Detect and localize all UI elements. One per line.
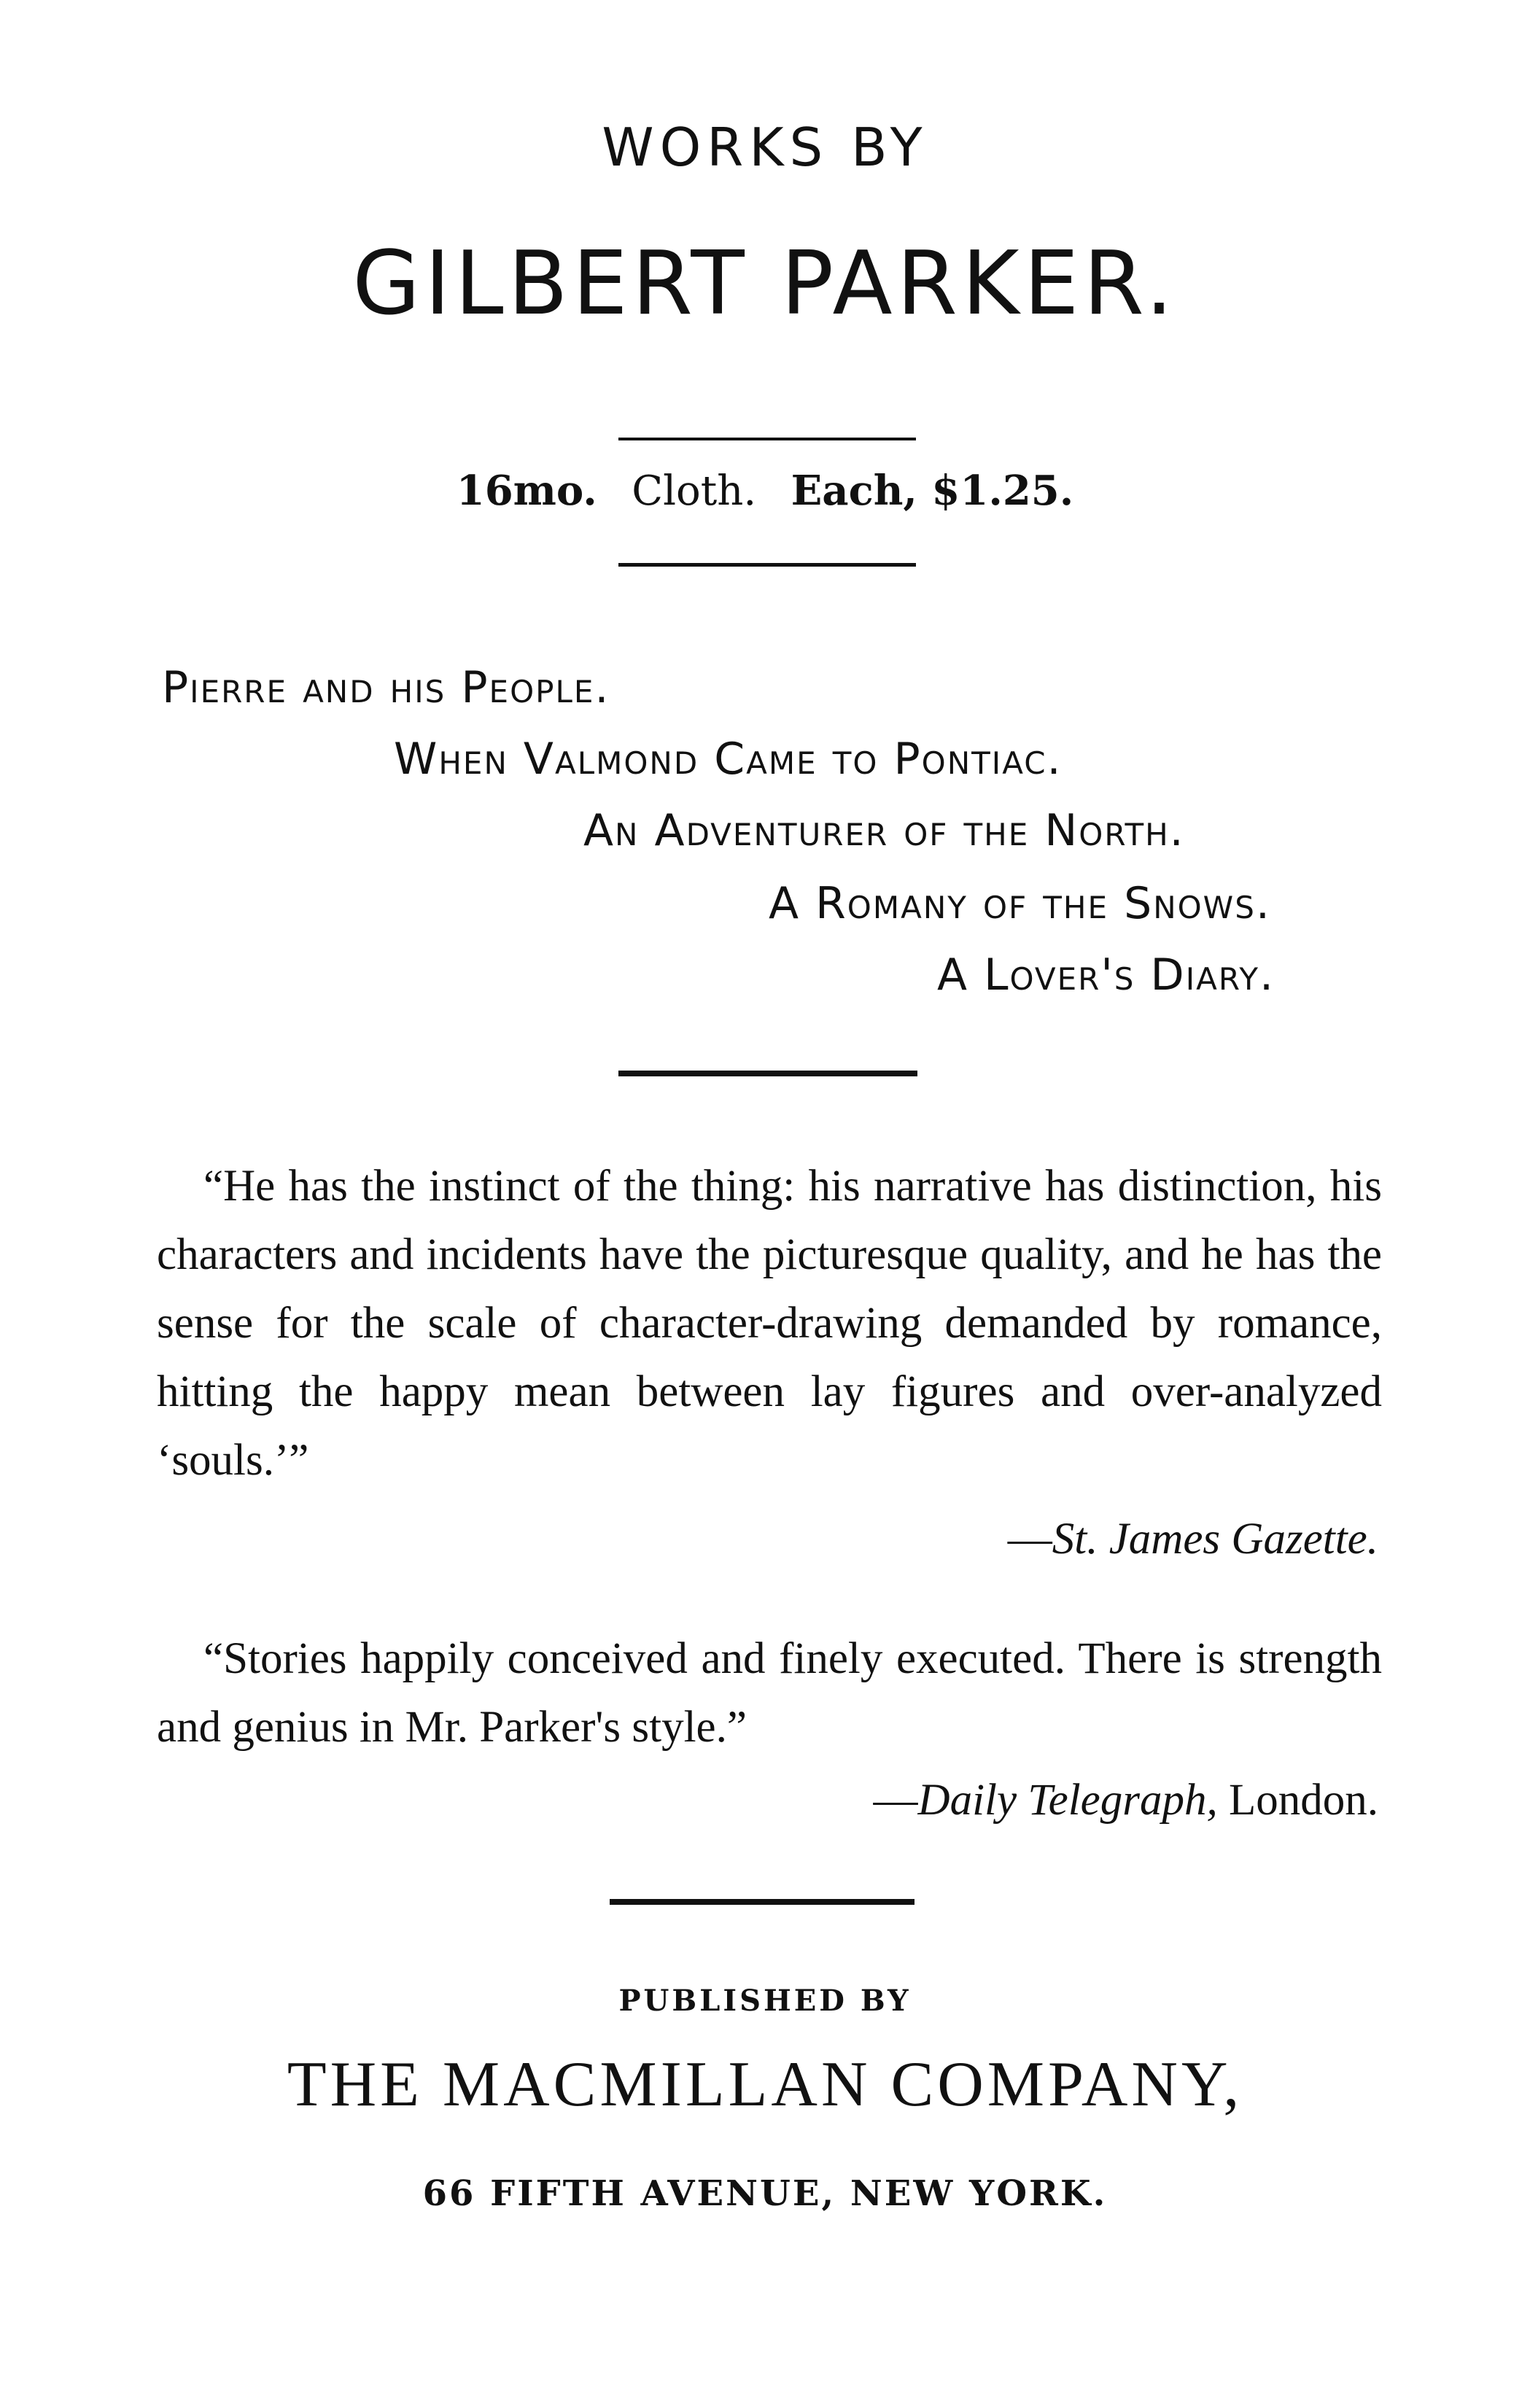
attribution-source: Daily Telegraph,: [917, 1776, 1218, 1825]
publisher-name: THE MACMILLAN COMPANY,: [287, 2049, 1243, 2120]
edition-price: Each, $1.25.: [791, 467, 1074, 515]
divider-rule: [618, 1071, 917, 1076]
author-name: GILBERT PARKER.: [352, 233, 1178, 335]
book-title: An Adventurer of the North.: [583, 805, 1185, 856]
attribution-source: St. James Gazette.: [1052, 1515, 1378, 1564]
divider-rule: [610, 1899, 914, 1905]
review-quote: “He has the instinct of the thing: his narrative has distinction, his characters and incidents have the picturesque quality, and he has the sense for the scale of character-drawing demanded by romance, hitting the happy mean between lay figures and over-analyzed ‘souls.’”: [157, 1162, 1382, 1485]
publisher-address: 66 FIFTH AVENUE, NEW YORK.: [422, 2173, 1108, 2214]
book-title: A Romany of the Snows.: [769, 878, 1271, 929]
works-by-heading: WORKS BY: [602, 117, 928, 178]
review-quote: “Stories happily conceived and finely executed. There is strength and genius in Mr. Parker's style.”: [157, 1634, 1382, 1752]
edition-binding: Cloth.: [632, 467, 757, 515]
divider-rule: [618, 438, 916, 440]
attribution-dash: —: [1007, 1515, 1052, 1564]
edition-info: [0, 467, 1530, 515]
book-title: A Lover's Diary.: [937, 949, 1275, 1001]
book-title: Pierre and his People.: [162, 662, 610, 713]
edition-format: 16mo.: [456, 467, 597, 515]
review-attribution: [874, 1775, 1378, 1826]
attribution-dash: —: [873, 1776, 918, 1825]
attribution-suffix: London.: [1217, 1776, 1378, 1825]
published-by-label: PUBLISHED BY: [618, 1984, 912, 2018]
book-title: When Valmond Came to Pontiac.: [394, 734, 1063, 785]
divider-rule: [618, 563, 916, 567]
review-attribution: [1008, 1514, 1378, 1565]
